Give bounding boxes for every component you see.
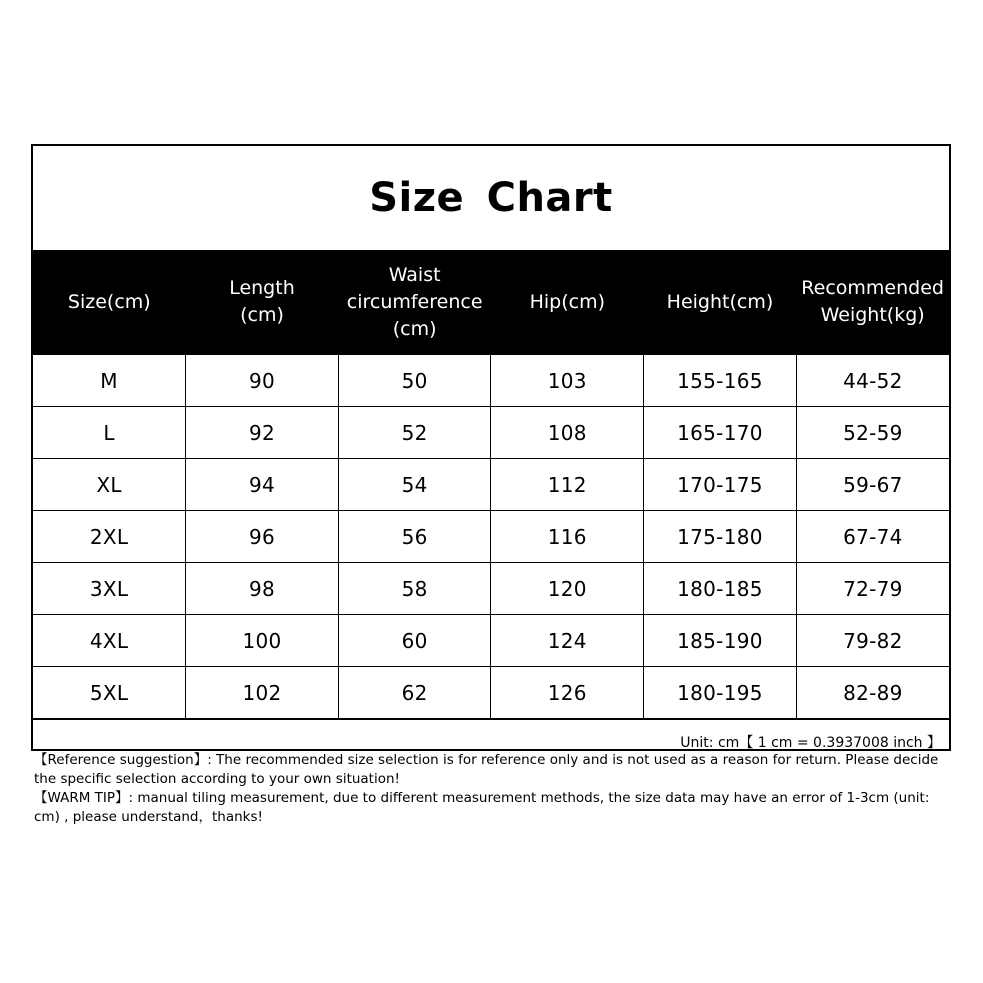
table-row [33, 459, 949, 511]
column-header-line: (cm) [392, 317, 437, 340]
table-cell: 180-195 [644, 667, 797, 719]
column-header-line: Weight(kg) [820, 304, 925, 326]
column-header-line: Height(cm) [666, 290, 774, 313]
table-cell: 59-67 [796, 459, 949, 511]
table-row [33, 563, 949, 615]
table-cell: 52 [338, 407, 491, 459]
table-cell: 112 [491, 459, 644, 511]
table-cell: 2XL [33, 511, 186, 563]
table-cell: 92 [186, 407, 339, 459]
table-header [33, 250, 949, 355]
table-cell: 120 [491, 563, 644, 615]
column-header-line: Recommended [801, 277, 944, 299]
unit-note: Unit: cm【 1 cm = 0.3937008 inch 】 [33, 719, 949, 763]
warm-tip: 【WARM TIP】: manual tiling measurement, due to different measurement methods, the size data may have an error of 1-3cm (unit: cm) , please understand，thanks! [34, 790, 930, 825]
table-row [33, 407, 949, 459]
reference-suggestion: 【Reference suggestion】: The recommended size selection is for reference only and is not used as a reason for return. Please decide the specific selection according to your own situation! [34, 752, 939, 787]
table-cell: 58 [338, 563, 491, 615]
table-cell: 126 [491, 667, 644, 719]
column-header-line: circumference [346, 290, 483, 313]
table-cell: 50 [338, 355, 491, 407]
column-header-line: Length [229, 277, 295, 299]
table-cell: 96 [186, 511, 339, 563]
table-cell: 44-52 [796, 355, 949, 407]
column-header [338, 250, 491, 355]
table-cell: 62 [338, 667, 491, 719]
column-header [644, 250, 797, 355]
notes [34, 751, 948, 827]
table-cell: 180-185 [644, 563, 797, 615]
column-header [33, 250, 186, 355]
column-header [491, 250, 644, 355]
size-table [33, 250, 949, 719]
table-body [33, 355, 949, 719]
column-header-line: (cm) [240, 304, 284, 326]
table-cell: L [33, 407, 186, 459]
table-cell: 100 [186, 615, 339, 667]
table-cell: 175-180 [644, 511, 797, 563]
table-cell: 103 [491, 355, 644, 407]
table-cell: 5XL [33, 667, 186, 719]
table-cell: 98 [186, 563, 339, 615]
table-row [33, 511, 949, 563]
table-cell: 90 [186, 355, 339, 407]
table-cell: 124 [491, 615, 644, 667]
table-cell: 67-74 [796, 511, 949, 563]
table-cell: 52-59 [796, 407, 949, 459]
table-cell: 94 [186, 459, 339, 511]
table-cell: 108 [491, 407, 644, 459]
chart-title: Size Chart [369, 175, 613, 221]
table-cell: M [33, 355, 186, 407]
table-row [33, 667, 949, 719]
column-header-line: Size(cm) [67, 290, 151, 313]
table-cell: 155-165 [644, 355, 797, 407]
table-cell: 170-175 [644, 459, 797, 511]
table-cell: 102 [186, 667, 339, 719]
table-cell: 3XL [33, 563, 186, 615]
column-header-line: Waist [388, 263, 441, 286]
table-cell: 116 [491, 511, 644, 563]
table-cell: 72-79 [796, 563, 949, 615]
column-header [186, 250, 339, 355]
table-row [33, 355, 949, 407]
table-cell: 60 [338, 615, 491, 667]
size-chart [31, 144, 951, 751]
column-header-line: Hip(cm) [529, 290, 605, 313]
column-header [796, 250, 949, 355]
table-cell: 79-82 [796, 615, 949, 667]
table-cell: XL [33, 459, 186, 511]
table-cell: 82-89 [796, 667, 949, 719]
table-cell: 54 [338, 459, 491, 511]
table-cell: 56 [338, 511, 491, 563]
table-row [33, 615, 949, 667]
table-cell: 4XL [33, 615, 186, 667]
table-cell: 185-190 [644, 615, 797, 667]
table-cell: 165-170 [644, 407, 797, 459]
